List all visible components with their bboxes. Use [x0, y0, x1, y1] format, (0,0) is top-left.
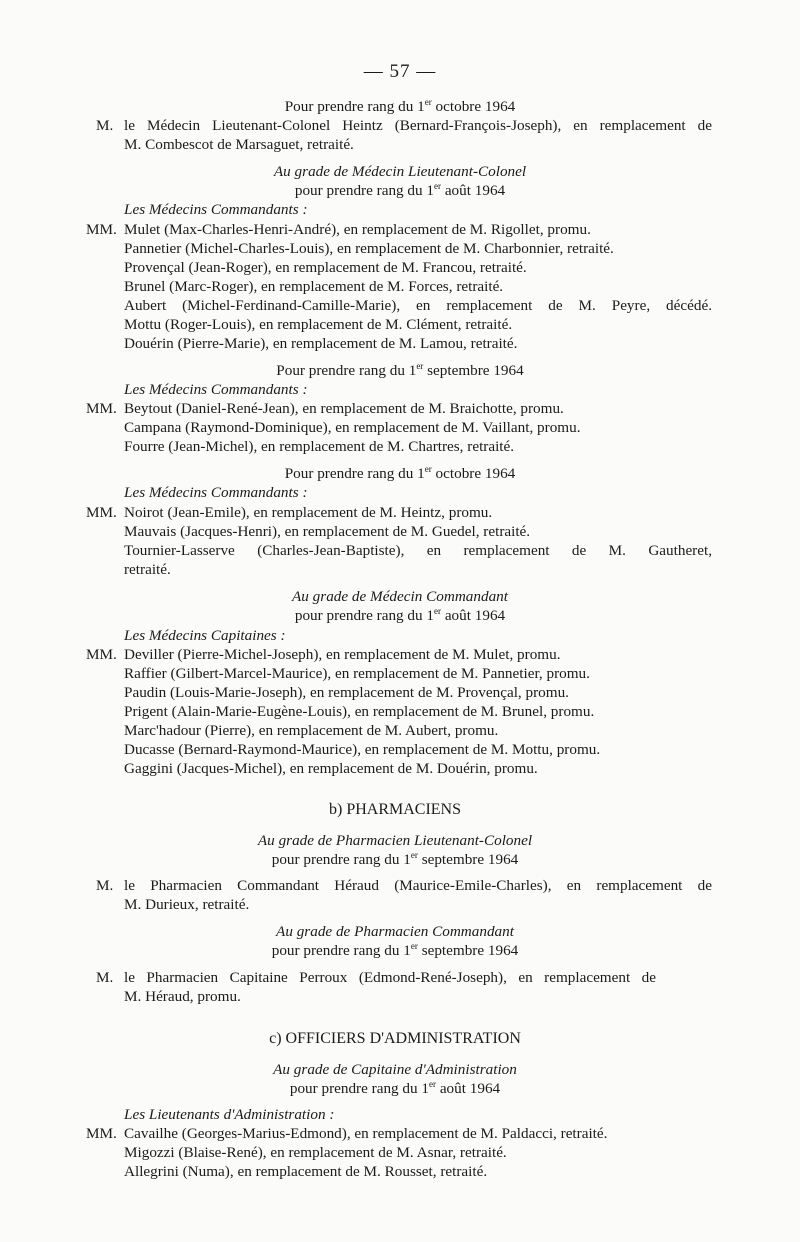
rank-line: Pour prendre rang du 1er octobre 1964: [284, 464, 516, 482]
entry-prefix: MM.: [86, 504, 117, 521]
group-label: Les Médecins Commandants :: [124, 201, 308, 218]
entry-line: M. Héraud, promu.: [124, 988, 241, 1005]
list-item: Mauvais (Jacques-Henri), en remplacement de M. Guedel, retraité.: [124, 523, 531, 540]
list-item: Raffier (Gilbert-Marcel-Maurice), en remplacement de M. Pannetier, promu.: [124, 665, 590, 682]
grade-heading: Au grade de Capitaine d'Administration: [273, 1061, 517, 1078]
list-item: Gaggini (Jacques-Michel), en remplacement de M. Douérin, promu.: [124, 760, 538, 777]
list-item: Mulet (Max-Charles-Henri-André), en remplacement de M. Rigollet, promu.: [124, 221, 591, 238]
list-item: Beytout (Daniel-René-Jean), en remplacement de M. Braichotte, promu.: [124, 400, 564, 417]
list-item: Mottu (Roger-Louis), en remplacement de M. Clément, retraité.: [124, 316, 513, 333]
rank-line: pour prendre rang du 1er août 1964: [294, 181, 506, 199]
entry-line: M. Combescot de Marsaguet, retraité.: [124, 136, 354, 153]
list-item: Cavailhe (Georges-Marius-Edmond), en remplacement de M. Paldacci, retraité.: [124, 1125, 608, 1142]
grade-heading: Au grade de Médecin Commandant: [292, 588, 508, 605]
list-item: Campana (Raymond-Dominique), en remplacement de M. Vaillant, promu.: [124, 419, 581, 436]
page-number: — 57 —: [363, 61, 437, 82]
list-item: Provençal (Jean-Roger), en remplacement de M. Francou, retraité.: [124, 259, 527, 276]
entry-prefix: MM.: [86, 1125, 117, 1142]
list-item: Prigent (Alain-Marie-Eugène-Louis), en remplacement de M. Brunel, promu.: [124, 703, 595, 720]
rank-line: pour prendre rang du 1er août 1964: [294, 606, 506, 624]
entry-prefix: M.: [96, 969, 114, 986]
list-item-continuation: retraité.: [124, 561, 171, 578]
list-item: Marc'hadour (Pierre), en remplacement de M. Aubert, promu.: [124, 722, 499, 739]
group-label: Les Médecins Commandants :: [124, 381, 308, 398]
group-label: Les Médecins Commandants :: [124, 484, 308, 501]
list-item: Deviller (Pierre-Michel-Joseph), en remplacement de M. Mulet, promu.: [124, 646, 561, 663]
rank-line: pour prendre rang du 1er septembre 1964: [271, 941, 519, 959]
entry-prefix: MM.: [86, 646, 117, 663]
list-item: Noirot (Jean-Emile), en remplacement de M. Heintz, promu.: [124, 504, 493, 521]
list-item: Migozzi (Blaise-René), en remplacement de M. Asnar, retraité.: [124, 1144, 507, 1161]
group-label: Les Lieutenants d'Administration :: [124, 1106, 335, 1123]
grade-heading: Au grade de Médecin Lieutenant-Colonel: [273, 163, 527, 180]
section-heading: b) PHARMACIENS: [328, 801, 461, 818]
rank-line: pour prendre rang du 1er août 1964: [289, 1079, 501, 1097]
section-heading: c) OFFICIERS D'ADMINISTRATION: [269, 1030, 521, 1047]
list-item: Douérin (Pierre-Marie), en remplacement de M. Lamou, retraité.: [124, 335, 518, 352]
entry-prefix: M.: [96, 877, 114, 894]
rank-line: pour prendre rang du 1er septembre 1964: [271, 850, 519, 868]
list-item: Paudin (Louis-Marie-Joseph), en remplacement de M. Provençal, promu.: [124, 684, 569, 701]
entry-prefix: MM.: [86, 221, 117, 238]
list-item: Fourre (Jean-Michel), en remplacement de M. Chartres, retraité.: [124, 438, 515, 455]
rank-line: Pour prendre rang du 1er octobre 1964: [284, 97, 516, 115]
entry-prefix: M.: [96, 117, 114, 134]
grade-heading: Au grade de Pharmacien Commandant: [276, 923, 514, 940]
entry-line: le Pharmacien Capitaine Perroux (Edmond-René-Joseph), en remplacement de: [124, 969, 656, 986]
entry-line: le Pharmacien Commandant Héraud (Maurice-Emile-Charles), en remplacement de: [124, 877, 712, 894]
list-item: Pannetier (Michel-Charles-Louis), en remplacement de M. Charbonnier, retraité.: [124, 240, 614, 257]
rank-line: Pour prendre rang du 1er septembre 1964: [276, 361, 524, 379]
list-item: Ducasse (Bernard-Raymond-Maurice), en remplacement de M. Mottu, promu.: [124, 741, 601, 758]
group-label: Les Médecins Capitaines :: [124, 627, 286, 644]
entry-line: M. Durieux, retraité.: [124, 896, 250, 913]
list-item: Aubert (Michel-Ferdinand-Camille-Marie), en remplacement de M. Peyre, décédé.: [124, 297, 712, 314]
entry-line: le Médecin Lieutenant-Colonel Heintz (Bernard-François-Joseph), en remplacement de: [124, 117, 712, 134]
entry-prefix: MM.: [86, 400, 117, 417]
list-item: Allegrini (Numa), en remplacement de M. Rousset, retraité.: [124, 1163, 488, 1180]
list-item: Brunel (Marc-Roger), en remplacement de M. Forces, retraité.: [124, 278, 504, 295]
grade-heading: Au grade de Pharmacien Lieutenant-Colonel: [257, 832, 533, 849]
list-item: Tournier-Lasserve (Charles-Jean-Baptiste), en remplacement de M. Gautheret,: [124, 542, 712, 559]
